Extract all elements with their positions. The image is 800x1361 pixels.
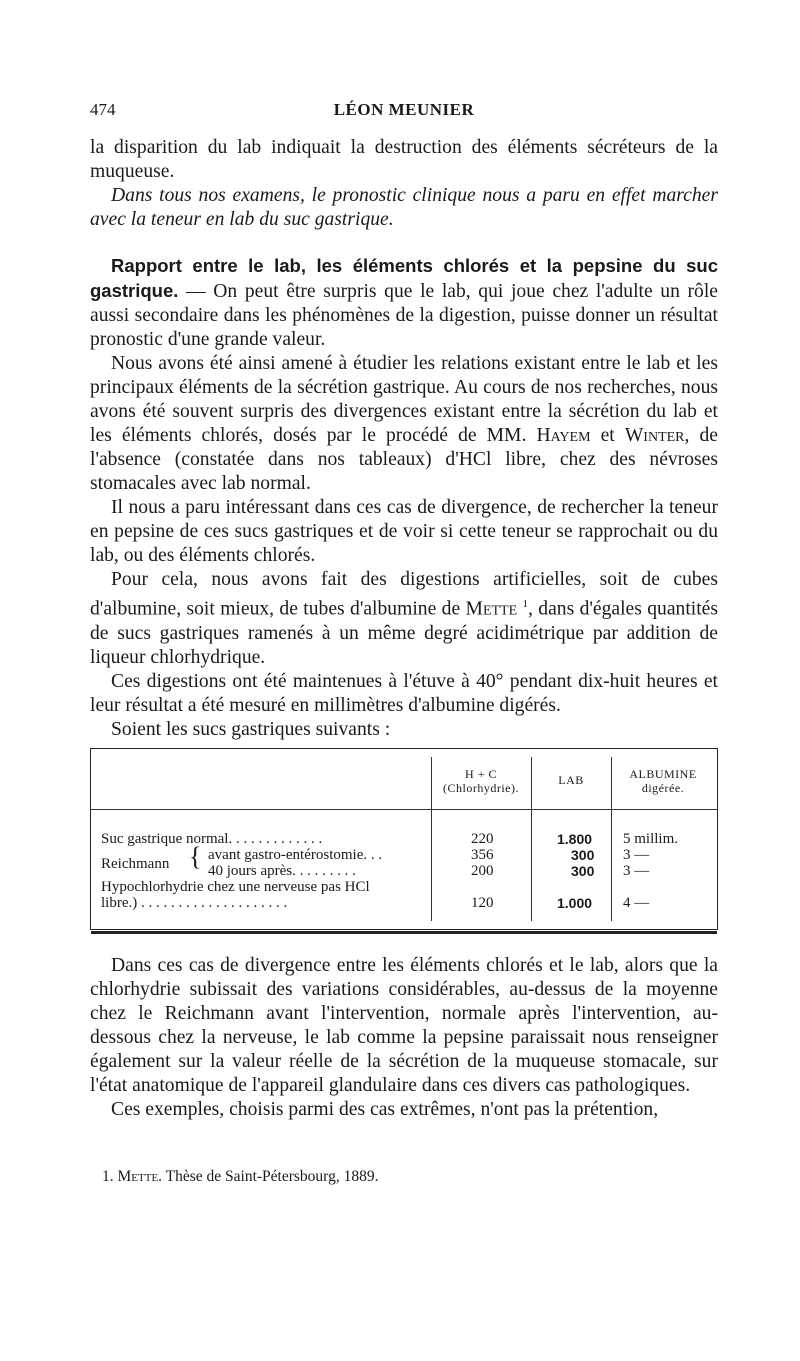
column-header-label: H + C <box>465 767 497 781</box>
author-name: Winter <box>624 425 685 446</box>
paragraph-italic: Dans tous nos examens, le pronostic clinique nous a paru en effet marcher avec la teneur en lab du suc gastrique. <box>90 185 718 230</box>
footnote-number: 1. <box>102 1168 114 1185</box>
cell-hc: 120 <box>471 895 494 911</box>
text-block-bottom <box>90 954 718 1122</box>
paragraph: Ces digestions ont été maintenues à l'étuve à 40° pendant dix-huit heures et leur résultat a été mesuré en millimètres d'albumine digérés. <box>90 670 718 716</box>
cell-albumine: 3 — <box>623 863 650 879</box>
column-header-sub: digérée. <box>641 781 685 795</box>
paragraph: Il nous a paru intéressant dans ces cas de divergence, de rechercher la teneur en pepsine de ces sucs gastriques et de voir si cette teneur se rapprochait ou du lab, ou des éléments chlorés. <box>90 497 718 566</box>
cell-hc: 200 <box>471 863 494 879</box>
paragraph-text: Pour cela, nous avons fait des digestions artificielles, soit de cubes d'albumine, soit mieux, de tubes d'albumine de <box>90 569 718 620</box>
column-header-sub: (Chlorhydrie). <box>443 781 519 795</box>
paragraph <box>90 352 718 496</box>
author-name: Mette <box>465 598 518 620</box>
footnote <box>102 1168 378 1186</box>
row-group-label: Reichmann <box>101 856 170 872</box>
cell-hc: 220 <box>471 831 494 847</box>
row-label: avant gastro-entérostomie. . . <box>208 847 383 863</box>
running-title: LÉON MEUNIER <box>333 100 475 119</box>
section-heading: Rapport entre le lab, les éléments chlorés et la pepsine du suc gastrique. <box>90 255 718 301</box>
data-table <box>90 748 718 930</box>
row-label: Hypochlorhydrie chez une nerveuse pas HCl <box>101 879 370 895</box>
footnote-text: . Thèse de Saint-Pétersbourg, 1889. <box>158 1168 379 1185</box>
section-text: — On peut être surpris que le lab, qui joue chez l'adulte un rôle aussi secondaire dans les phénomènes de la digestion, puisse donner un résultat pronostic d'une grande valeur. <box>90 281 718 350</box>
paragraph: Dans ces cas de divergence entre les éléments chlorés et le lab, alors que la chlorhydrie subissait des variations considérables, au-dessus de la moyenne chez le Reichmann avant l'intervention, normale après l'intervention, au-dessous chez la nerveuse, le lab comme la pepsine paraissait nous renseigner également sur la valeur réelle de la sécrétion de la muqueuse stomacale, sur l'état anatomique de l'appareil glandulaire dans ces divers cas pathologiques. <box>90 955 718 1096</box>
column-header-label: ALBUMINE <box>629 767 697 781</box>
column-rule <box>611 757 612 921</box>
paragraph-text: , de l'absence (constatée dans nos tableaux) d'HCl libre, chez des névroses stomacales avec lab normal. <box>90 425 718 494</box>
column-header-lab: LAB <box>558 773 584 787</box>
running-header <box>90 100 718 124</box>
text-block-main <box>90 254 718 742</box>
footnote-ref: 1 <box>522 598 529 610</box>
cell-lab: 300 <box>571 863 595 879</box>
text-block-top <box>90 136 718 232</box>
cell-albumine: 4 — <box>623 895 650 911</box>
row-label: Suc gastrique normal. . . . . . . . . . . . . <box>101 831 323 847</box>
paragraph-text: et <box>590 425 625 446</box>
cell-lab: 1.800 <box>557 831 593 847</box>
page-number: 474 <box>90 100 116 119</box>
cell-albumine: 5 millim. <box>623 831 679 847</box>
paragraph <box>90 568 718 670</box>
row-label-cont: libre.) . . . . . . . . . . . . . . . . . . . . <box>101 895 288 911</box>
cell-hc: 356 <box>471 847 494 863</box>
column-rule <box>431 757 432 921</box>
section-paragraph <box>90 254 718 352</box>
paragraph: la disparition du lab indiquait la destruction des éléments sécréteurs de la muqueuse. <box>90 137 718 182</box>
author-name: Hayem <box>536 425 591 446</box>
cell-albumine: 3 — <box>623 847 650 863</box>
cell-lab: 1.000 <box>557 895 593 911</box>
column-rule <box>531 757 532 921</box>
column-header-hc <box>436 767 526 795</box>
header-rule <box>91 809 717 810</box>
row-label: 40 jours après. . . . . . . . . <box>208 863 356 879</box>
paragraph: Soient les sucs gastriques suivants : <box>111 718 391 740</box>
brace: { <box>189 842 202 871</box>
cell-lab: 300 <box>571 847 595 863</box>
paragraph: Ces exemples, choisis parmi des cas extrêmes, n'ont pas la prétention, <box>111 1099 659 1120</box>
paragraph-text: , dans d'égales quantités de sucs gastriques ramenés à un même degré acidimétrique par addition de liqueur chlorhydrique. <box>90 598 718 668</box>
paragraph-text: Nous avons été ainsi amené à étudier les relations existant entre le lab et les principaux éléments de la sécrétion gastrique. Au cours de nos recherches, nous avons été souvent surpris des divergences existant entre la sécrétion du lab et les éléments chlorés, dosés par le procédé de MM. <box>90 353 718 446</box>
column-header-albumine <box>613 767 713 795</box>
footnote-author: Mette <box>117 1168 159 1185</box>
